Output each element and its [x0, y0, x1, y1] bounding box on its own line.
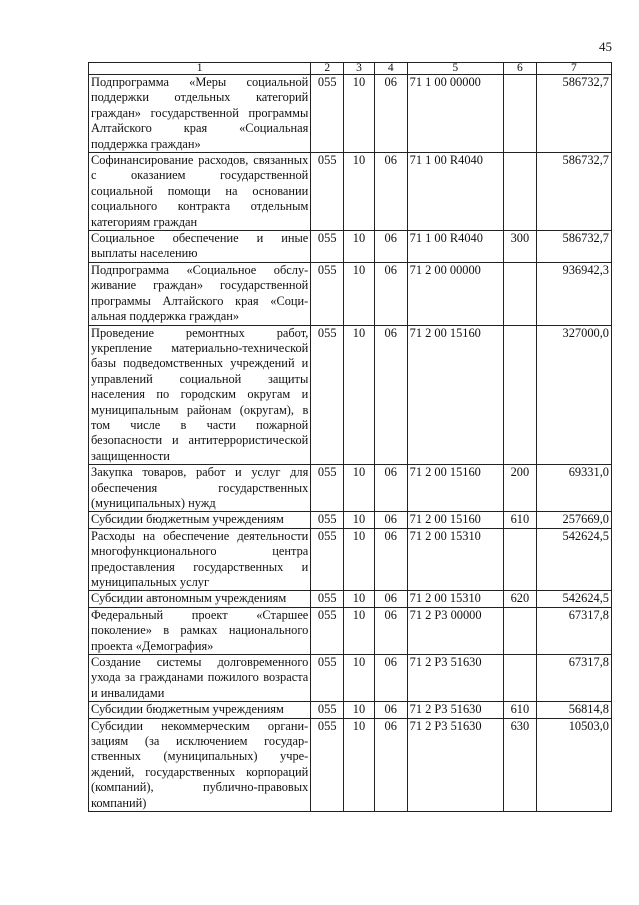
page-number: 45 — [599, 39, 612, 54]
header-row — [89, 63, 612, 75]
row-col-5: 71 2 00 00000 — [407, 262, 503, 325]
row-col-3: 10 — [344, 718, 375, 811]
row-col-3: 10 — [344, 153, 375, 231]
row-col-6: 610 — [503, 512, 536, 528]
row-name: Софинансирование расходов, связанных с оказанием государственной социальной помощи на основании социального контракта отдельным категориям граждан — [89, 153, 311, 231]
row-amount: 586732,7 — [536, 231, 611, 263]
row-col-6 — [503, 655, 536, 702]
row-col-6 — [503, 607, 536, 654]
row-col-2: 055 — [311, 75, 344, 153]
table-row — [89, 465, 612, 512]
row-col-3: 10 — [344, 702, 375, 718]
row-col-5: 71 2 P3 51630 — [407, 718, 503, 811]
row-name: Подпрограмма «Меры социальной поддержки отдельных категорий граждан» государственной программы Алтайского края «Социальная поддержка граждан» — [89, 75, 311, 153]
row-col-5: 71 2 P3 51630 — [407, 655, 503, 702]
row-col-2: 055 — [311, 718, 344, 811]
column-header: 7 — [536, 63, 611, 75]
table-row — [89, 702, 612, 718]
row-name: Субсидии бюджетным учреждениям — [89, 702, 311, 718]
row-col-5: 71 1 00 R4040 — [407, 231, 503, 263]
row-name: Субсидии автономным учреждениям — [89, 591, 311, 607]
row-col-6: 630 — [503, 718, 536, 811]
table-row — [89, 528, 612, 591]
row-col-4: 06 — [374, 528, 407, 591]
table-row — [89, 75, 612, 153]
row-amount: 67317,8 — [536, 655, 611, 702]
table-row — [89, 325, 612, 465]
row-col-2: 055 — [311, 607, 344, 654]
row-col-4: 06 — [374, 607, 407, 654]
row-name: Расходы на обеспечение деятельности многофункционального центра предоставления государственных и муниципальных услуг — [89, 528, 311, 591]
table-row — [89, 607, 612, 654]
row-col-4: 06 — [374, 655, 407, 702]
row-col-3: 10 — [344, 512, 375, 528]
row-col-4: 06 — [374, 153, 407, 231]
row-col-6 — [503, 153, 536, 231]
row-col-2: 055 — [311, 512, 344, 528]
row-col-4: 06 — [374, 262, 407, 325]
row-col-5: 71 2 00 15310 — [407, 591, 503, 607]
row-col-2: 055 — [311, 655, 344, 702]
column-header: 5 — [407, 63, 503, 75]
row-col-6: 200 — [503, 465, 536, 512]
row-col-4: 06 — [374, 591, 407, 607]
row-col-2: 055 — [311, 528, 344, 591]
row-col-3: 10 — [344, 607, 375, 654]
table-row — [89, 262, 612, 325]
row-col-4: 06 — [374, 718, 407, 811]
row-col-2: 055 — [311, 465, 344, 512]
row-col-3: 10 — [344, 528, 375, 591]
column-header: 4 — [374, 63, 407, 75]
row-amount: 542624,5 — [536, 591, 611, 607]
row-col-3: 10 — [344, 262, 375, 325]
row-col-4: 06 — [374, 75, 407, 153]
row-col-3: 10 — [344, 465, 375, 512]
row-amount: 586732,7 — [536, 75, 611, 153]
row-col-5: 71 1 00 00000 — [407, 75, 503, 153]
row-col-5: 71 2 00 15310 — [407, 528, 503, 591]
row-col-4: 06 — [374, 702, 407, 718]
row-col-2: 055 — [311, 702, 344, 718]
table-row — [89, 512, 612, 528]
row-col-2: 055 — [311, 153, 344, 231]
row-col-3: 10 — [344, 231, 375, 263]
row-col-5: 71 2 00 15160 — [407, 512, 503, 528]
row-name: Создание системы долговременного ухода за гражданами пожилого возраста и инвалидами — [89, 655, 311, 702]
row-col-2: 055 — [311, 262, 344, 325]
row-amount: 542624,5 — [536, 528, 611, 591]
row-amount: 10503,0 — [536, 718, 611, 811]
row-col-5: 71 2 00 15160 — [407, 465, 503, 512]
row-col-3: 10 — [344, 325, 375, 465]
row-amount: 327000,0 — [536, 325, 611, 465]
table-row — [89, 718, 612, 811]
row-col-6: 610 — [503, 702, 536, 718]
column-header: 1 — [89, 63, 311, 75]
row-col-4: 06 — [374, 325, 407, 465]
row-col-4: 06 — [374, 465, 407, 512]
row-col-6: 620 — [503, 591, 536, 607]
row-name: Субсидии бюджетным учреждениям — [89, 512, 311, 528]
table-body — [89, 75, 612, 812]
row-amount: 56814,8 — [536, 702, 611, 718]
row-col-6 — [503, 75, 536, 153]
row-name: Проведение ремонтных работ, укрепление материально-технической базы подведомственных учреждений и управлений социальной защиты населения по городским округам и муниципальным районам (округам), в том числе в части пожарной безопасности и антитеррористической защищенности — [89, 325, 311, 465]
row-col-2: 055 — [311, 325, 344, 465]
row-col-5: 71 1 00 R4040 — [407, 153, 503, 231]
row-col-6 — [503, 325, 536, 465]
table-row — [89, 231, 612, 263]
row-name: Субсидии некоммерческим организациям (за исключением государственных (муниципальных) учреждений, государственных корпораций (компаний), публично-правовых компаний) — [89, 718, 311, 811]
row-amount: 69331,0 — [536, 465, 611, 512]
row-col-5: 71 2 00 15160 — [407, 325, 503, 465]
row-amount: 936942,3 — [536, 262, 611, 325]
table-row — [89, 153, 612, 231]
row-col-3: 10 — [344, 591, 375, 607]
row-col-3: 10 — [344, 655, 375, 702]
row-name: Социальное обеспечение и иные выплаты населению — [89, 231, 311, 263]
row-name: Подпрограмма «Социальное обслуживание граждан» государственной программы Алтайского края «Социальная поддержка граждан» — [89, 262, 311, 325]
row-col-3: 10 — [344, 75, 375, 153]
row-amount: 586732,7 — [536, 153, 611, 231]
row-col-6: 300 — [503, 231, 536, 263]
row-col-5: 71 2 P3 51630 — [407, 702, 503, 718]
row-amount: 257669,0 — [536, 512, 611, 528]
row-col-2: 055 — [311, 591, 344, 607]
column-header: 6 — [503, 63, 536, 75]
row-col-4: 06 — [374, 512, 407, 528]
table-row — [89, 591, 612, 607]
row-col-6 — [503, 528, 536, 591]
row-col-6 — [503, 262, 536, 325]
budget-table — [88, 62, 612, 812]
row-col-5: 71 2 P3 00000 — [407, 607, 503, 654]
row-col-2: 055 — [311, 231, 344, 263]
table-row — [89, 655, 612, 702]
row-col-4: 06 — [374, 231, 407, 263]
row-amount: 67317,8 — [536, 607, 611, 654]
column-header: 3 — [344, 63, 375, 75]
row-name: Федеральный проект «Старшее поколение» в рамках национального проекта «Демография» — [89, 607, 311, 654]
table-header — [89, 63, 612, 75]
row-name: Закупка товаров, работ и услуг для обеспечения государственных (муниципальных) нужд — [89, 465, 311, 512]
column-header: 2 — [311, 63, 344, 75]
